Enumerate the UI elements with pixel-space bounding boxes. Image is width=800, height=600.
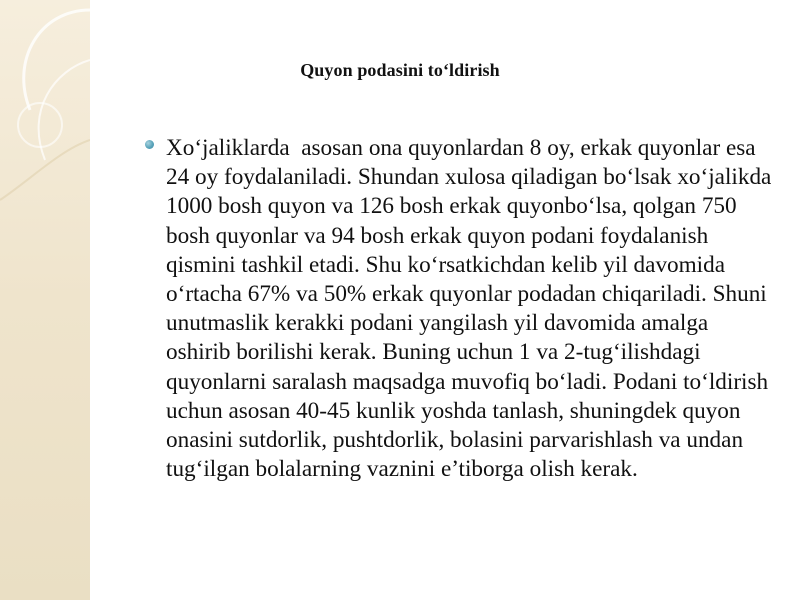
bullet-text: Xo‘jaliklarda asosan ona quyonlardan 8 oy, erkak quyonlar esa 24 oy foydalaniladi. Shundan xulosa qiladigan bo‘lsak xo‘jalikda 1000 bosh quyon va 126 bosh erkak quyonbo‘lsa, qolgan 750 bosh quyonlar va 94 bosh erkak quyon podani foydalanish qismini tashkil etadi. Shu ko‘rsatkichdan kelib yil davomida o‘rtacha 67% va 50% erkak quyonlar podadan chiqariladi. Shuni unutmaslik kerakki podani yangilash yil davomida amalga oshirib borilishi kerak. Buning uchun 1 va 2-tug‘ilishdagi quyonlarni saralash maqsadga muvofiq bo‘ladi. Podani to‘ldirish uchun asosan 40-45 kunlik yoshda tanlash, shuningdek quyon onasini sutdorlik, pushtdorlik, bolasini parvarishlash va undan tug‘ilgan bolalarning vaznini e’tiborga olish kerak. bbox=[166, 135, 778, 483]
bullet-list bbox=[145, 134, 778, 484]
bullet-icon bbox=[145, 140, 154, 149]
decorative-swirl-icon bbox=[0, 0, 90, 600]
slide-title: Quyon podasini to‘ldirish bbox=[300, 60, 500, 80]
list-item bbox=[145, 134, 778, 484]
